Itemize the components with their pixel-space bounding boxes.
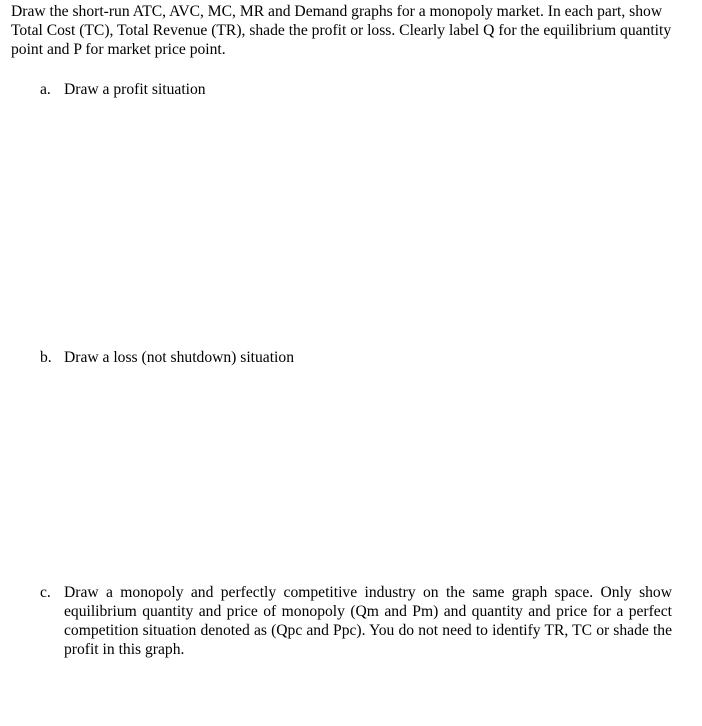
part-b xyxy=(40,348,672,367)
part-c-text: Draw a monopoly and perfectly competitive industry on the same graph space. Only show equilibrium quantity and price of monopoly (Qm and Pm) and quantity and price for a perfect competition situation denoted as (Qpc and Ppc). You do not need to identify TR, TC or shade the profit in this graph. xyxy=(64,584,672,658)
part-a xyxy=(40,80,672,99)
question-instructions: Draw the short-run ATC, AVC, MC, MR and Demand graphs for a monopoly market. In each part, show Total Cost (TC), Total Revenue (TR), shade the profit or loss. Clearly label Q for the equilibrium quantity point and P for market price point. xyxy=(11,3,672,58)
part-c xyxy=(40,583,672,659)
part-a-label: a. xyxy=(40,81,51,98)
part-a-text: Draw a profit situation xyxy=(64,81,206,98)
part-b-text: Draw a loss (not shutdown) situation xyxy=(64,349,294,366)
part-c-label: c. xyxy=(40,584,51,601)
part-b-label: b. xyxy=(40,349,52,366)
